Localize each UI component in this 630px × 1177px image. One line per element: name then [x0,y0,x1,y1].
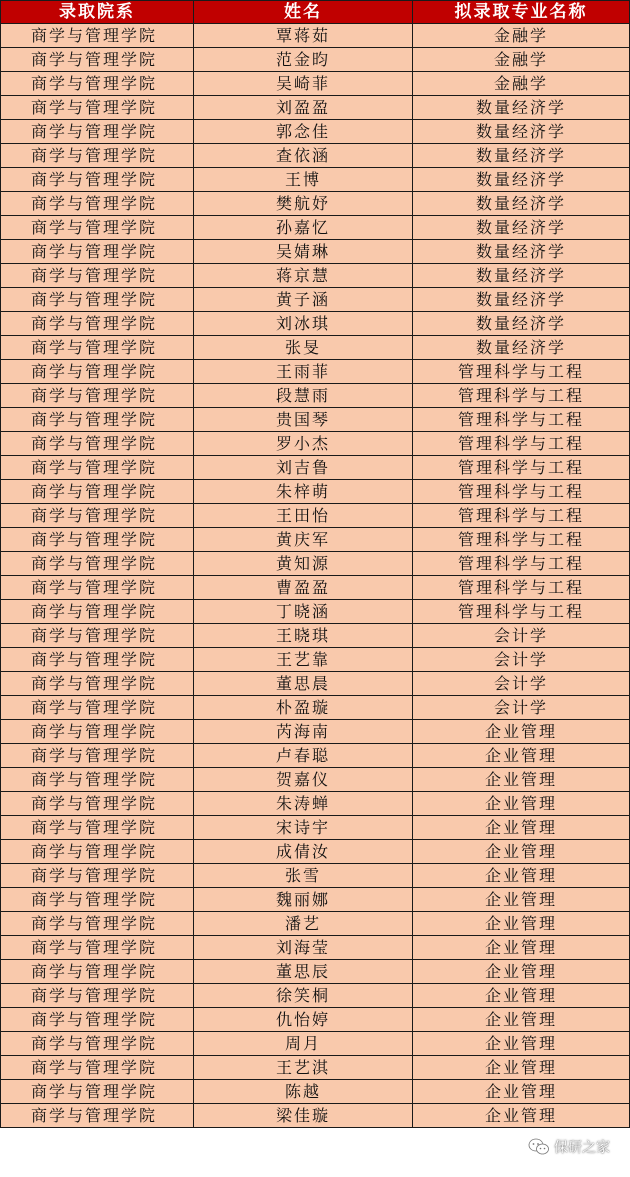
cell-student-name: 董思辰 [194,960,413,984]
table-row [1,432,630,456]
cell-major: 管理科学与工程 [413,432,630,456]
cell-major: 数量经济学 [413,240,630,264]
table-row [1,720,630,744]
cell-student-name: 潘艺 [194,912,413,936]
table-row [1,576,630,600]
cell-major: 管理科学与工程 [413,504,630,528]
cell-student-name: 董思晨 [194,672,413,696]
cell-major: 会计学 [413,648,630,672]
watermark [528,1137,610,1157]
table-row [1,1056,630,1080]
cell-department: 商学与管理学院 [1,384,194,408]
table-row [1,216,630,240]
table-row [1,264,630,288]
cell-department: 商学与管理学院 [1,840,194,864]
cell-student-name: 黄庆军 [194,528,413,552]
cell-department: 商学与管理学院 [1,288,194,312]
table-row [1,888,630,912]
cell-department: 商学与管理学院 [1,336,194,360]
cell-student-name: 王艺淇 [194,1056,413,1080]
cell-major: 管理科学与工程 [413,384,630,408]
cell-student-name: 张雪 [194,864,413,888]
cell-major: 数量经济学 [413,312,630,336]
cell-major: 会计学 [413,672,630,696]
cell-department: 商学与管理学院 [1,168,194,192]
table-row [1,864,630,888]
cell-major: 企业管理 [413,744,630,768]
cell-department: 商学与管理学院 [1,816,194,840]
cell-student-name: 朱涛蝉 [194,792,413,816]
cell-department: 商学与管理学院 [1,600,194,624]
table-row [1,672,630,696]
cell-department: 商学与管理学院 [1,984,194,1008]
table-row [1,696,630,720]
table-row [1,192,630,216]
cell-department: 商学与管理学院 [1,432,194,456]
cell-department: 商学与管理学院 [1,936,194,960]
cell-student-name: 范金昀 [194,48,413,72]
cell-department: 商学与管理学院 [1,1056,194,1080]
table-row [1,840,630,864]
table-row [1,96,630,120]
table-row [1,288,630,312]
cell-student-name: 吴婧琳 [194,240,413,264]
cell-major: 数量经济学 [413,288,630,312]
cell-student-name: 刘冰琪 [194,312,413,336]
cell-student-name: 刘海莹 [194,936,413,960]
cell-student-name: 朴盈璇 [194,696,413,720]
cell-major: 数量经济学 [413,168,630,192]
cell-department: 商学与管理学院 [1,744,194,768]
cell-student-name: 卢春聪 [194,744,413,768]
cell-department: 商学与管理学院 [1,960,194,984]
table-row [1,1080,630,1104]
table-row [1,1032,630,1056]
cell-department: 商学与管理学院 [1,216,194,240]
cell-student-name: 张旻 [194,336,413,360]
table-row [1,72,630,96]
table-row [1,48,630,72]
cell-major: 企业管理 [413,792,630,816]
cell-department: 商学与管理学院 [1,696,194,720]
cell-student-name: 黄知源 [194,552,413,576]
cell-department: 商学与管理学院 [1,672,194,696]
cell-major: 数量经济学 [413,144,630,168]
cell-major: 企业管理 [413,816,630,840]
cell-major: 企业管理 [413,888,630,912]
cell-major: 企业管理 [413,960,630,984]
cell-student-name: 段慧雨 [194,384,413,408]
column-header-name: 姓名 [194,1,413,24]
cell-department: 商学与管理学院 [1,24,194,48]
cell-department: 商学与管理学院 [1,1080,194,1104]
watermark-text: 保研之家 [554,1140,610,1156]
cell-major: 管理科学与工程 [413,576,630,600]
cell-major: 企业管理 [413,936,630,960]
cell-student-name: 刘盈盈 [194,96,413,120]
table-row [1,1104,630,1128]
table-row [1,384,630,408]
cell-student-name: 王雨菲 [194,360,413,384]
cell-department: 商学与管理学院 [1,1008,194,1032]
cell-department: 商学与管理学院 [1,192,194,216]
cell-student-name: 丁晓涵 [194,600,413,624]
table-row [1,504,630,528]
cell-department: 商学与管理学院 [1,360,194,384]
table-row [1,456,630,480]
cell-major: 会计学 [413,624,630,648]
cell-major: 会计学 [413,696,630,720]
table-row [1,816,630,840]
cell-department: 商学与管理学院 [1,576,194,600]
cell-department: 商学与管理学院 [1,864,194,888]
table-row [1,552,630,576]
cell-student-name: 徐笑桐 [194,984,413,1008]
column-header-department: 录取院系 [1,1,194,24]
table-row [1,336,630,360]
cell-student-name: 樊航妤 [194,192,413,216]
table-header [1,1,630,24]
cell-student-name: 成倩汝 [194,840,413,864]
cell-student-name: 魏丽娜 [194,888,413,912]
cell-department: 商学与管理学院 [1,888,194,912]
cell-major: 管理科学与工程 [413,528,630,552]
cell-major: 金融学 [413,48,630,72]
cell-student-name: 王田怡 [194,504,413,528]
cell-major: 企业管理 [413,864,630,888]
cell-student-name: 覃蒋茹 [194,24,413,48]
cell-department: 商学与管理学院 [1,648,194,672]
cell-student-name: 黄子涵 [194,288,413,312]
table-row [1,168,630,192]
table-row [1,480,630,504]
wechat-icon [528,1138,550,1156]
column-header-major: 拟录取专业名称 [413,1,630,24]
cell-department: 商学与管理学院 [1,912,194,936]
table-row [1,120,630,144]
cell-department: 商学与管理学院 [1,240,194,264]
cell-student-name: 郭念佳 [194,120,413,144]
table-row [1,936,630,960]
cell-student-name: 宋诗宇 [194,816,413,840]
table-row [1,960,630,984]
cell-major: 管理科学与工程 [413,600,630,624]
cell-department: 商学与管理学院 [1,96,194,120]
table-row [1,528,630,552]
cell-student-name: 蒋京慧 [194,264,413,288]
table-row [1,648,630,672]
table-row [1,360,630,384]
cell-department: 商学与管理学院 [1,768,194,792]
cell-department: 商学与管理学院 [1,528,194,552]
table-row [1,1008,630,1032]
table-row [1,984,630,1008]
cell-major: 管理科学与工程 [413,456,630,480]
cell-department: 商学与管理学院 [1,720,194,744]
cell-student-name: 孙嘉忆 [194,216,413,240]
cell-major: 金融学 [413,24,630,48]
cell-major: 企业管理 [413,1008,630,1032]
cell-major: 企业管理 [413,984,630,1008]
cell-department: 商学与管理学院 [1,144,194,168]
table-row [1,144,630,168]
cell-student-name: 梁佳璇 [194,1104,413,1128]
cell-department: 商学与管理学院 [1,1032,194,1056]
cell-student-name: 曹盈盈 [194,576,413,600]
table-body [1,24,630,1128]
cell-department: 商学与管理学院 [1,264,194,288]
cell-student-name: 王博 [194,168,413,192]
cell-major: 数量经济学 [413,192,630,216]
cell-major: 金融学 [413,72,630,96]
table-row [1,768,630,792]
cell-department: 商学与管理学院 [1,48,194,72]
table-row [1,600,630,624]
cell-major: 数量经济学 [413,96,630,120]
cell-major: 数量经济学 [413,120,630,144]
cell-student-name: 贵国琴 [194,408,413,432]
cell-major: 企业管理 [413,768,630,792]
cell-major: 数量经济学 [413,336,630,360]
cell-student-name: 周月 [194,1032,413,1056]
cell-major: 管理科学与工程 [413,408,630,432]
table-row [1,744,630,768]
cell-department: 商学与管理学院 [1,480,194,504]
cell-department: 商学与管理学院 [1,624,194,648]
cell-student-name: 芮海南 [194,720,413,744]
cell-department: 商学与管理学院 [1,1104,194,1128]
cell-department: 商学与管理学院 [1,408,194,432]
cell-department: 商学与管理学院 [1,72,194,96]
cell-department: 商学与管理学院 [1,504,194,528]
cell-major: 企业管理 [413,912,630,936]
cell-department: 商学与管理学院 [1,456,194,480]
table-row [1,408,630,432]
cell-major: 企业管理 [413,1056,630,1080]
cell-department: 商学与管理学院 [1,552,194,576]
cell-student-name: 贺嘉仪 [194,768,413,792]
cell-department: 商学与管理学院 [1,312,194,336]
cell-major: 企业管理 [413,1032,630,1056]
cell-student-name: 陈越 [194,1080,413,1104]
table-row [1,792,630,816]
cell-major: 企业管理 [413,840,630,864]
cell-major: 管理科学与工程 [413,552,630,576]
cell-major: 管理科学与工程 [413,480,630,504]
cell-major: 企业管理 [413,1104,630,1128]
cell-student-name: 查依涵 [194,144,413,168]
header-row [1,1,630,24]
cell-major: 管理科学与工程 [413,360,630,384]
cell-major: 企业管理 [413,720,630,744]
cell-student-name: 刘吉鲁 [194,456,413,480]
table-row [1,912,630,936]
cell-major: 数量经济学 [413,264,630,288]
cell-student-name: 吴崎菲 [194,72,413,96]
table-row [1,240,630,264]
cell-student-name: 朱梓萌 [194,480,413,504]
cell-department: 商学与管理学院 [1,792,194,816]
cell-student-name: 王艺靠 [194,648,413,672]
cell-student-name: 罗小杰 [194,432,413,456]
cell-major: 企业管理 [413,1080,630,1104]
table-row [1,24,630,48]
cell-student-name: 仇怡婷 [194,1008,413,1032]
cell-major: 数量经济学 [413,216,630,240]
table-row [1,312,630,336]
cell-student-name: 王晓琪 [194,624,413,648]
cell-department: 商学与管理学院 [1,120,194,144]
table-row [1,624,630,648]
